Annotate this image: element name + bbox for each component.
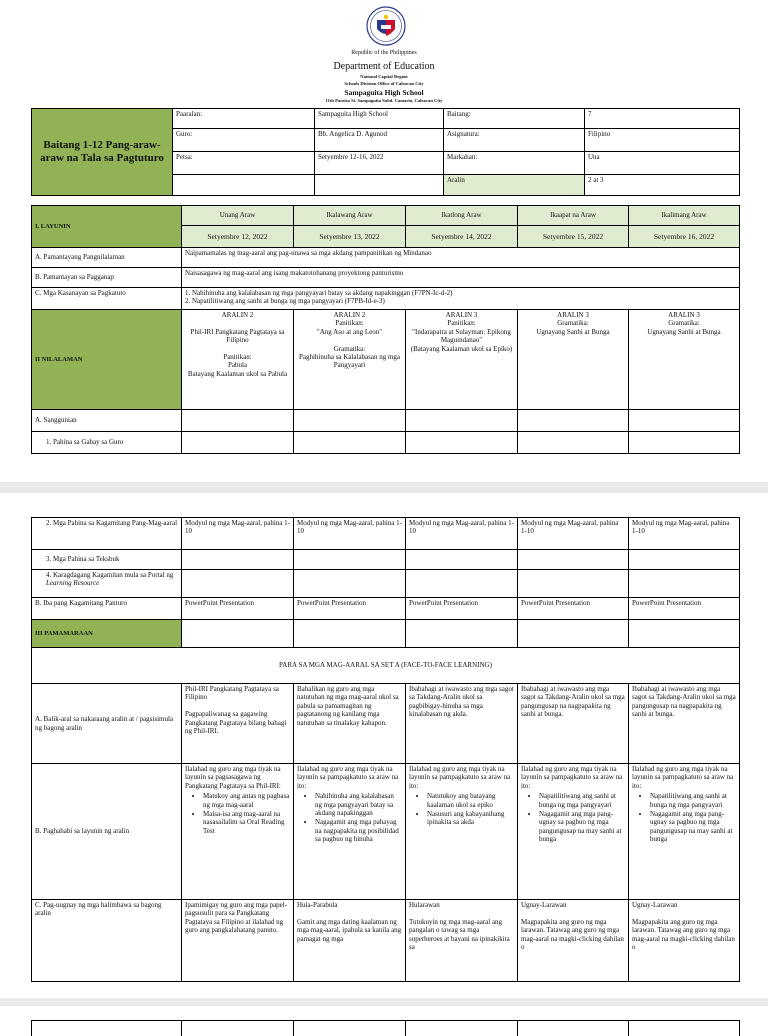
paghahabi-cell	[182, 764, 294, 900]
paghahabi-intro: Ilalahad ng guro ang mga tiyak na layunin sa pampagkatuto sa araw na ito:	[409, 765, 514, 790]
nilalaman-cell: ARALIN 3 Gramatika: Ugnayang Sanhi at Bunga	[629, 310, 740, 410]
iba-pang-kagamitan-label: B. Iba pang Kagamitang Panturo	[32, 598, 182, 620]
date-header: Setyembre 14, 2022	[406, 226, 518, 248]
empty-cell	[294, 620, 406, 648]
empty-cell	[518, 432, 629, 454]
empty-cell	[406, 1021, 518, 1036]
empty-cell	[182, 1021, 294, 1036]
empty-cell	[518, 620, 629, 648]
date-header: Setyembre 15, 2022	[518, 226, 629, 248]
ppt-cell: PowerPoint Presentation	[182, 598, 294, 620]
empty-cell	[629, 570, 740, 598]
layunin-heading: I. LAYUNIN	[32, 206, 182, 248]
document-page-2	[0, 493, 768, 998]
empty-cell	[182, 432, 294, 454]
portal-label-italic: Learning Resource	[46, 579, 99, 587]
modyul-cell: Modyul ng mga Mag-aaral, pahina 1-10	[518, 518, 629, 550]
header-republic: Republic of the Philippines	[0, 50, 768, 56]
nilalaman-cell: ARALIN 3 Gramatika: Ugnayang Sanhi at Bunga	[518, 310, 629, 410]
info-empty-cell	[315, 175, 444, 196]
empty-cell	[629, 432, 740, 454]
nilalaman-heading: II NILALAMAN	[32, 310, 182, 410]
modyul-cell: Modyul ng mga Mag-aaral, pahina 1-10	[406, 518, 518, 550]
pamantayan-pagganap-label: B. Pamantayan sa Pagganap	[32, 268, 182, 288]
header-address: 11th Paraiso St. Sampaguita Subd. Camarin, Caloocan City	[0, 99, 768, 104]
lesson-table-page-3	[31, 1020, 740, 1036]
modyul-cell: Modyul ng mga Mag-aaral, pahina 1-10	[629, 518, 740, 550]
guro-value: Bb. Angelica D. Agunod	[315, 128, 444, 151]
empty-cell	[518, 550, 629, 570]
day-header: Ikaapat na Araw	[518, 206, 629, 226]
guro-label: Guro:	[173, 128, 315, 151]
day-header: Ikalawang Araw	[294, 206, 406, 226]
pag-uugnay-cell: Hularawan Tutukuyin ng mga mag-aaral ang pangalan o tawag sa mga superheroes at bayani na ipinakikita sa	[406, 900, 518, 982]
date-header: Setyembre 12, 2022	[182, 226, 294, 248]
empty-cell	[294, 1021, 406, 1036]
markahan-label: Markahan:	[444, 151, 585, 174]
ppt-cell: PowerPoint Presentation	[406, 598, 518, 620]
paghahabi-bullet: • Nahihinuha ang kalalabasan ng mga pangyayari batay sa akdang napakinggan	[315, 792, 402, 817]
lesson-table-page-2	[31, 517, 740, 982]
paghahabi-cell	[518, 764, 629, 900]
empty-cell	[294, 432, 406, 454]
baitang-label: Baitang:	[444, 109, 585, 129]
balik-aral-cell: Phil-IRI Pangkatang Pagtataya sa Filipino Pagpapaliwanag sa gagawing Pangkatang Pagtataya bilang bahagi ng Phil-IRI.	[182, 684, 294, 764]
paghahabi-intro: Ilalahad ng guro ang mga tiyak na layunin sa pagsasagawa ng Pangkatang Pagtataya sa Phil-IRI:	[185, 765, 290, 790]
paghahabi-intro: Ilalahad ng guro ang mga tiyak na layunin sa pampagkatuto sa araw na ito:	[632, 765, 736, 790]
day-header: Unang Araw	[182, 206, 294, 226]
pamantayang-pangnilalaman-text: Naipamamalas ng mag-aaral ang pag-unawa sa mga akdang pampanitikan ng Mindanao	[182, 248, 740, 268]
header-school: Sampaguita High School	[0, 89, 768, 97]
empty-cell	[182, 620, 294, 648]
empty-cell	[518, 1021, 629, 1036]
day-header: Ikalimang Araw	[629, 206, 740, 226]
ppt-cell: PowerPoint Presentation	[518, 598, 629, 620]
empty-cell	[518, 410, 629, 432]
empty-cell	[629, 620, 740, 648]
portal-label	[32, 570, 182, 598]
pag-uugnay-cell: Ipamimigay ng guro ang mga papel-pagsusulit para sa Pangkatang Pagtataya sa Filipino at ilalahad ng guro ang pangkalahatang panuto.	[182, 900, 294, 982]
empty-cell	[629, 1021, 740, 1036]
pag-uugnay-cell: Ugnay-Larawan Magpapakita ang guro ng mga larawan. Tatawag ang guro ng mga mag-aaral na magki-clicking dahilan o	[518, 900, 629, 982]
baitang-value: 7	[585, 109, 740, 129]
teksbuk-label: 3. Mga Pahina sa Teksbuk	[32, 550, 182, 570]
paghahabi-bullet: • Maisa-isa ang mag-aaral na nasasailalim sa Oral Reading Test	[203, 810, 290, 835]
nilalaman-cell: ARALIN 2 Panitikan: "Ang Aso at ang Leon" Gramatika: Paghihinuha sa Kalalabasan ng mga Pangyayari	[294, 310, 406, 410]
markahan-value: Una	[585, 151, 740, 174]
set-a-heading: PARA SA MGA MAG-AARAL SA SET A (FACE-TO-FACE LEARNING)	[32, 648, 740, 684]
empty-cell	[629, 550, 740, 570]
paghahabi-cell	[629, 764, 740, 900]
kasanayan-item: 1. Nahihinuha ang kalalabasan ng mga pangyayari batay sa akdang napakinggan (F7PN-Ic-d-2)	[185, 289, 736, 297]
empty-cell	[629, 410, 740, 432]
document-page-1	[0, 0, 768, 482]
petsa-label: Petsa:	[173, 151, 315, 174]
empty-cell	[182, 550, 294, 570]
empty-cell	[294, 550, 406, 570]
deped-seal-icon	[366, 6, 406, 46]
paghahabi-bullet: • Napatilitiwang ang sanhi at bunga ng mga pangyayari	[650, 792, 736, 809]
empty-cell	[406, 570, 518, 598]
paghahabi-intro: Ilalahad ng guro ang mga tiyak na layunin sa pampagkatuto sa araw na ito:	[521, 765, 625, 790]
paghahabi-bullet: • Nagagamit ang mga pang-ugnay sa pagbuo ng mga pangungusap na may sanhi at bunga	[539, 810, 625, 844]
paaralan-value: Sampaguita High School	[315, 109, 444, 129]
info-empty-cell	[173, 175, 315, 196]
empty-cell	[518, 570, 629, 598]
balik-aral-label: A. Balik-aral sa nakaraang aralin at / pagsisimula ng bagong aralin	[32, 684, 182, 764]
empty-cell	[32, 1021, 182, 1036]
paghahabi-bullet: • Matukoy ang antas ng pagbasa ng mga mag-aaral	[203, 792, 290, 809]
pag-uugnay-label: C. Pag-uugnay ng mga halimbawa sa bagong aralin	[32, 900, 182, 982]
empty-cell	[406, 550, 518, 570]
date-header: Setyembre 13, 2022	[294, 226, 406, 248]
balik-aral-cell: Ibabahagi at iwawasto ang mga sagot sa Takdang-Aralin ukol sa pagbibigay-hinuha sa mga kinalabasan ng akda.	[406, 684, 518, 764]
asignatura-value: Filipino	[585, 128, 740, 151]
paghahabi-bullet: • Nagagamit ang mga pahayag na nagpapakita ng posibilidad sa pagbuo ng hinuha	[315, 818, 402, 843]
balik-aral-cell: Babalikan ng guro ang mga natutuhan ng mga mag-aaral ukol sa pabula sa pamamagitan ng pagtatanong ng kanilang mga natutuhan sa tinalakay kahapon.	[294, 684, 406, 764]
empty-cell	[294, 410, 406, 432]
kasanayan-item: 2. Napatilitiwang ang sanhi at bunga ng mga pangyayari (F7PB-Id-e-3)	[185, 297, 736, 305]
aralin-value: 2 at 3	[585, 175, 740, 196]
header-department: Department of Education	[0, 62, 768, 72]
paghahabi-bullet: • Nagagamit ang mga pang-ugnay sa pagbuo ng mga pangungusap na may sanhi at bunga	[650, 810, 736, 844]
modyul-cell: Modyul ng mga Mag-aaral, pahina 1-10	[294, 518, 406, 550]
pamantayan-pagganap-text: Naisasagawa ng mag-aaral ang isang makatotohanang proyektong panturismo	[182, 268, 740, 288]
pamamaraan-heading: III PAMAMARAAN	[32, 620, 182, 648]
info-table	[31, 108, 740, 196]
paghahabi-intro: Ilalahad ng guro ang mga tiyak na layunin sa pampagkatuto sa araw na ito:	[297, 765, 402, 790]
empty-cell	[182, 570, 294, 598]
paghahabi-bullet: • Napatilitiwang ang sanhi at bunga ng mga pangyayari	[539, 792, 625, 809]
empty-cell	[406, 620, 518, 648]
empty-cell	[182, 410, 294, 432]
header-region: National Capital Region	[0, 75, 768, 80]
paghahabi-cell	[406, 764, 518, 900]
paghahabi-label: B. Paghahabi sa layunin ng aralin	[32, 764, 182, 900]
empty-cell	[294, 570, 406, 598]
nilalaman-cell-extra: Batayang Kaalaman ukol sa Pabula	[188, 370, 287, 378]
kagamitang-mag-aaral-label: 2. Mga Pahina sa Kagamitang Pang-Mag-aaral	[32, 518, 182, 550]
nilalaman-cell-text: ARALIN 2 Phil-IRI Pangkatang Pagtataya sa Filipino Panitikan: Pabula	[191, 311, 285, 369]
pamantayang-pangnilalaman-label: A. Pamantayang Pangnilalaman	[32, 248, 182, 268]
nilalaman-cell	[182, 310, 294, 410]
header-division: Schools Division Office of Caloocan City	[0, 82, 768, 87]
modyul-cell: Modyul ng mga Mag-aaral, pahina 1-10	[182, 518, 294, 550]
document-page-3	[0, 1006, 768, 1036]
pag-uugnay-cell: Hula-Parabula Gamit ang mga dating kaalaman ng mga mag-aaral, ipahula sa kanila ang pamagat ng mga	[294, 900, 406, 982]
balik-aral-cell: Ibabahagi at iwawasto ang mga sagot sa Takdang-Aralin ukol sa mga pangungusap na nagpapakita ng sanhi at bunga.	[629, 684, 740, 764]
page-title: Baitang 1-12 Pang-araw-araw na Tala sa Pagtuturo	[32, 109, 173, 196]
date-header: Setyembre 16, 2022	[629, 226, 740, 248]
balik-aral-cell: Ibabahagi at iwawasto ang mga sagot sa Takdang-Aralin ukol sa mga pangungusap na nagpapakita ng sanhi at bunga.	[518, 684, 629, 764]
nilalaman-cell: ARALIN 3 Panitikan: "Indarapatra at Sulayman: Epikong Maguindanao" (Batayang Kaalaman ukol sa Epiko)	[406, 310, 518, 410]
lesson-table-page-1	[31, 205, 740, 454]
portal-label-text: 4. Karagdagang Kagamitan mula sa Portal ng	[46, 571, 173, 579]
petsa-value: Setyembre 12-16, 2022	[315, 151, 444, 174]
paghahabi-bullet: • Natutukoy ang batayang kaalaman ukol sa epiko	[427, 792, 514, 809]
paghahabi-cell	[294, 764, 406, 900]
asignatura-label: Asignatura:	[444, 128, 585, 151]
pag-uugnay-cell: Ugnay-Larawan Magpapakita ang guro ng mga larawan. Tatawag ang guro ng mga mag-aaral na magki-clicking dahilan o	[629, 900, 740, 982]
paghahabi-bullet: • Nasusuri ang kabayanihang ipinakita sa akda	[427, 810, 514, 827]
kasanayan-label: C. Mga Kasanayan sa Pagkatuto	[32, 288, 182, 310]
empty-cell	[406, 432, 518, 454]
sanggunian-label: A. Sanggunian	[32, 410, 182, 432]
empty-cell	[406, 410, 518, 432]
gabay-guro-label: 1. Pahina sa Gabay sa Guro	[32, 432, 182, 454]
ppt-cell: PowerPoint Presentation	[629, 598, 740, 620]
day-header: Ikatlong Araw	[406, 206, 518, 226]
paaralan-label: Paaralan:	[173, 109, 315, 129]
ppt-cell: PowerPoint Presentation	[294, 598, 406, 620]
aralin-label: Aralin	[444, 175, 585, 196]
